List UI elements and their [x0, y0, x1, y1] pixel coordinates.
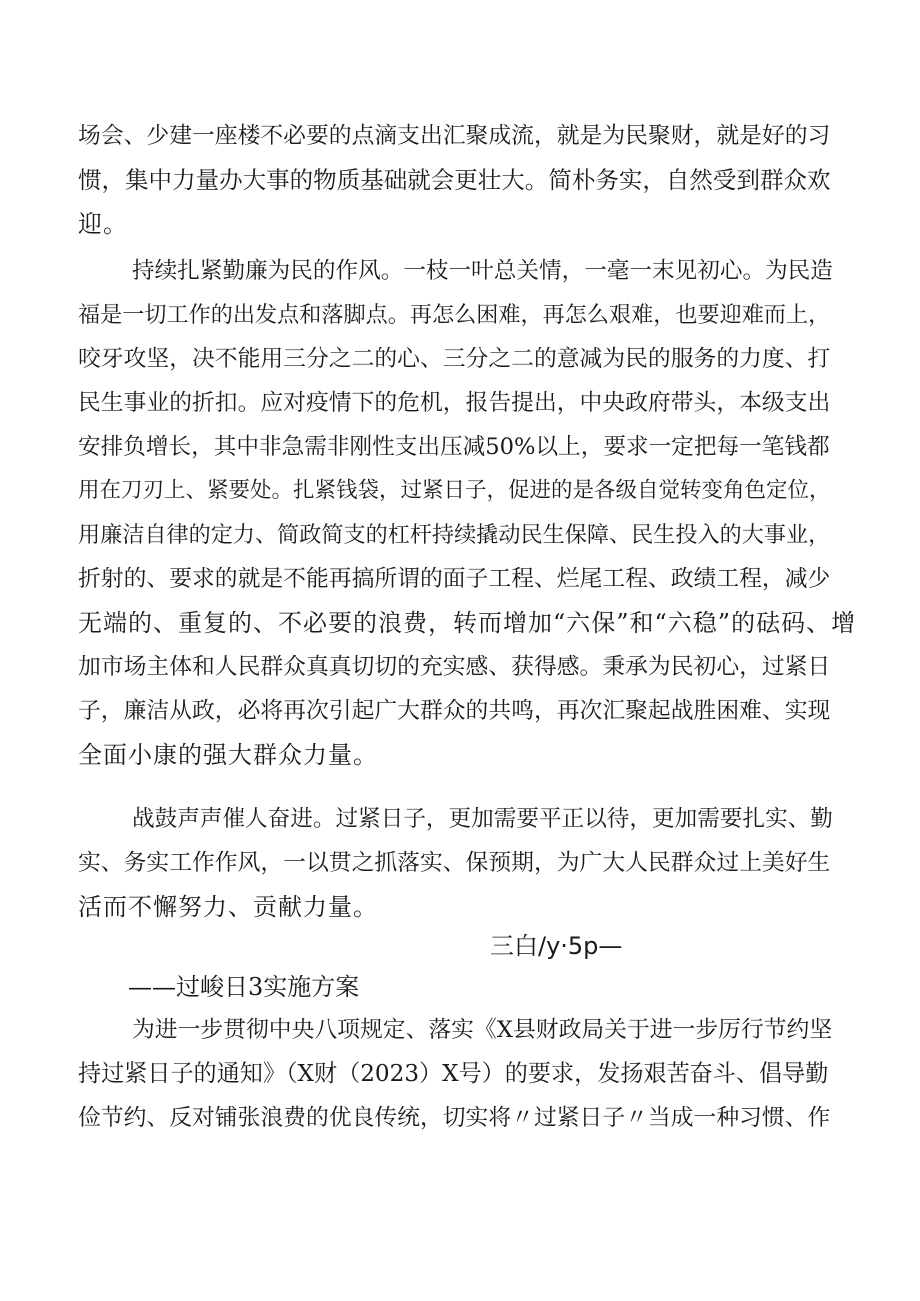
- paragraph-1-line-2: 惯，集中力量办大事的物质基础就会更壮大。简朴务实，自然受到群众欢: [78, 166, 831, 194]
- paragraph-2-line-11: 子，廉洁从政，必将再次引起广大群众的共鸣，再次汇聚起战胜困难、实现: [78, 698, 831, 724]
- paragraph-1-line-1: 场会、少建一座楼不必要的点滴支出汇聚成流，就是为民聚财，就是好的习: [78, 123, 831, 149]
- final-paragraph-line-2: 持过紧日子的通知》（X财（2023）X号）的要求，发扬艰苦奋斗、倡导勤: [78, 1061, 829, 1087]
- section-title: ——过峻日3实施方案: [128, 973, 360, 1001]
- section-number-heading: 三白/y·5p—: [490, 932, 623, 960]
- paragraph-2-line-5: 安排负增长，其中非急需非刚性支出压减50%以上，要求一定把每一笔钱都: [78, 434, 830, 460]
- paragraph-2-line-9: 无端的、重复的、不必要的浪费，转而增加“六保”和“六稳”的砝码、增: [78, 609, 857, 637]
- paragraph-2-line-4: 民生事业的折扣。应对疫情下的危机，报告提出，中央政府带头，本级支出: [78, 390, 831, 416]
- paragraph-2-line-10: 加市场主体和人民群众真真切切的充实感、获得感。秉承为民初心，过紧日: [78, 654, 831, 680]
- paragraph-2-line-12: 全面小康的强大群众力量。: [78, 741, 378, 769]
- paragraph-3-line-2: 实、务实工作作风，一以贯之抓落实、保预期，为广大人民群众过上美好生: [78, 850, 831, 876]
- paragraph-1-line-3: 迎。: [78, 210, 128, 238]
- paragraph-2-line-3: 咬牙攻坚，决不能用三分之二的心、三分之二的意减为民的服务的力度、打: [78, 346, 831, 372]
- final-paragraph-line-1: 为进一步贯彻中央八项规定、落实《X县财政局关于进一步厉行节约坚: [132, 1017, 833, 1043]
- paragraph-2-line-7: 用廉洁自律的定力、简政简支的杠杆持续撬动民生保障、民生投入的大事业，: [78, 522, 831, 548]
- paragraph-3-line-3: 活而不懈努力、贡献力量。: [78, 893, 378, 921]
- paragraph-3-line-1: 战鼓声声催人奋进。过紧日子，更加需要平正以待，更加需要扎实、勤: [132, 806, 833, 832]
- final-paragraph-line-3: 俭节约、反对铺张浪费的优良传统，切实将〃过紧日子〃当成一种习惯、作: [78, 1105, 831, 1131]
- paragraph-2-line-6: 用在刀刃上、紧要处。扎紧钱袋，过紧日子，促进的是各级自觉转变角色定位，: [78, 478, 831, 503]
- paragraph-2-line-1: 持续扎紧勤廉为民的作风。一枝一叶总关情，一毫一末见初心。为民造: [132, 258, 833, 284]
- paragraph-2-line-8: 折射的、要求的就是不能再搞所谓的面子工程、烂尾工程、政绩工程，减少: [78, 566, 831, 592]
- paragraph-2-line-2: 福是一切工作的出发点和落脚点。再怎么困难，再怎么艰难，也要迎难而上，: [78, 302, 831, 328]
